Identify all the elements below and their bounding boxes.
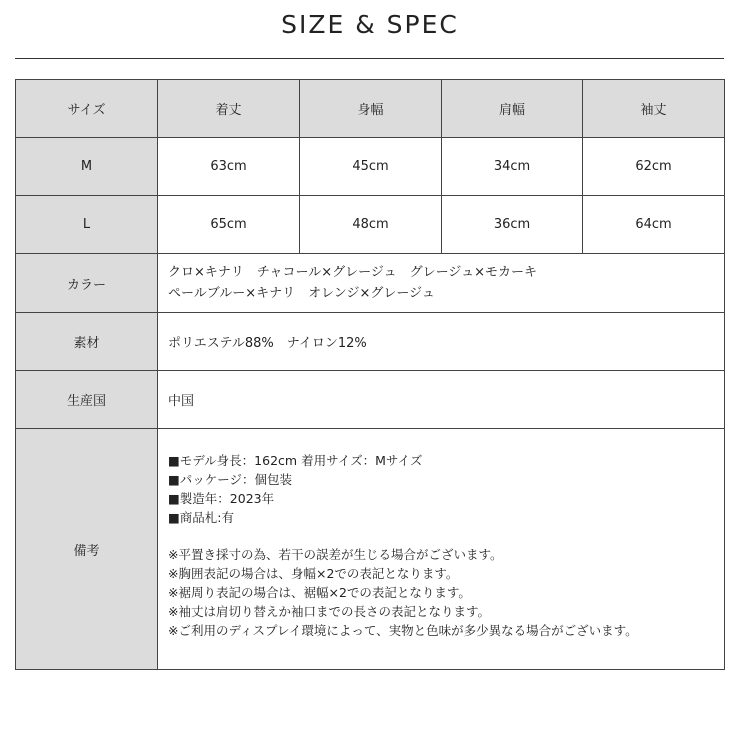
color-row [16, 254, 725, 313]
notes-label: 備考 [16, 429, 158, 670]
note-item: ■商品札:有 [168, 510, 235, 525]
size-value: 48cm [300, 196, 442, 254]
page-title: SIZE & SPEC [281, 10, 459, 39]
material-row [16, 313, 725, 371]
header-length: 着丈 [158, 80, 300, 138]
size-header-row [16, 80, 725, 138]
note-item: ■パッケージ：個包装 [168, 472, 293, 487]
note-remark: ※裾周り表記の場合は、裾幅×2での表記となります。 [168, 585, 471, 600]
origin-label: 生産国 [16, 371, 158, 429]
spec-table [15, 79, 725, 670]
header-body-width: 身幅 [300, 80, 442, 138]
notes-value [158, 429, 725, 670]
color-line: ペールブルー×キナリ オレンジ×グレージュ [168, 286, 435, 301]
origin-value: 中国 [158, 371, 725, 429]
note-item: ■モデル身長：162cm 着用サイズ：Mサイズ [168, 453, 423, 468]
color-value [158, 254, 725, 313]
note-remark: ※平置き採寸の為、若干の誤差が生じる場合がございます。 [168, 547, 503, 562]
size-row-l [16, 196, 725, 254]
size-value: 64cm [583, 196, 725, 254]
size-value: 34cm [442, 138, 583, 196]
size-label: L [16, 196, 158, 254]
material-value: ポリエステル88% ナイロン12% [158, 313, 725, 371]
note-item: ■製造年：2023年 [168, 491, 275, 506]
size-row-m [16, 138, 725, 196]
size-value: 65cm [158, 196, 300, 254]
size-value: 36cm [442, 196, 583, 254]
header-size: サイズ [16, 80, 158, 138]
size-value: 45cm [300, 138, 442, 196]
material-label: 素材 [16, 313, 158, 371]
size-label: M [16, 138, 158, 196]
origin-row [16, 371, 725, 429]
header-shoulder-width: 肩幅 [442, 80, 583, 138]
note-remark: ※ご利用のディスプレイ環境によって、実物と色味が多少異なる場合がございます。 [168, 623, 638, 638]
size-value: 63cm [158, 138, 300, 196]
color-line: クロ×キナリ チャコール×グレージュ グレージュ×モカーキ [168, 265, 537, 280]
title-divider [15, 58, 724, 59]
note-remark: ※胸囲表記の場合は、身幅×2での表記となります。 [168, 566, 459, 581]
note-remark: ※袖丈は肩切り替えか袖口までの長さの表記となります。 [168, 604, 490, 619]
notes-spacer [168, 527, 724, 545]
color-label: カラー [16, 254, 158, 313]
size-value: 62cm [583, 138, 725, 196]
notes-row [16, 429, 725, 670]
header-sleeve-length: 袖丈 [583, 80, 725, 138]
